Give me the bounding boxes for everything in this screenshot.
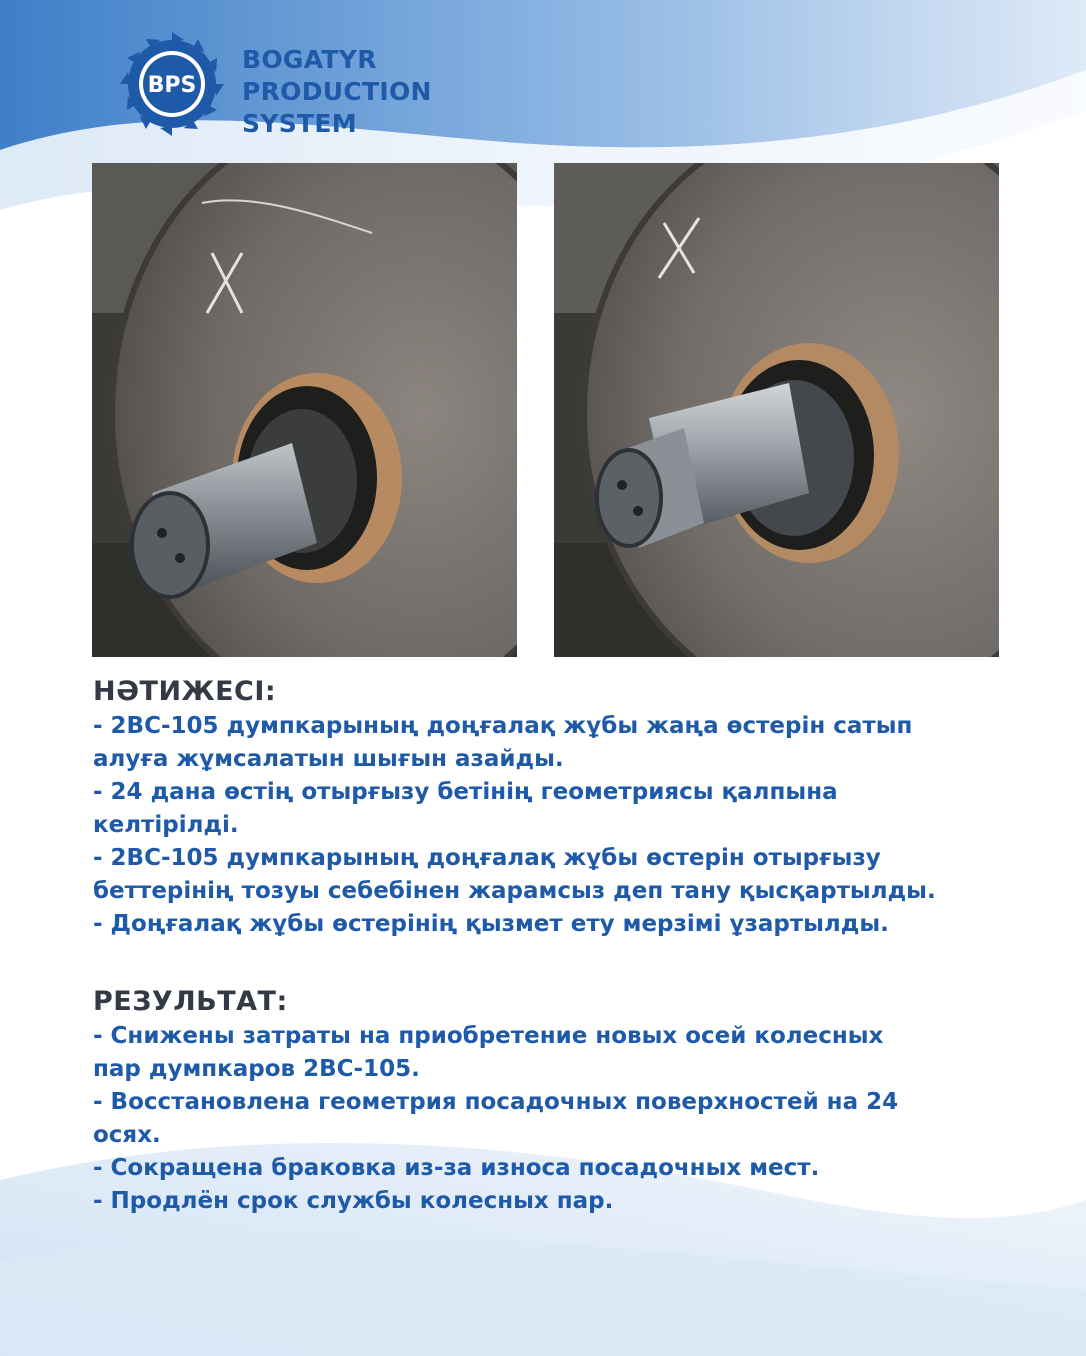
brand-logo	[118, 30, 458, 145]
result-line: - Доңғалақ жұбы өстерінің қызмет ету мерзімі ұзартылды.	[93, 911, 889, 937]
result-line: - 2ВС-105 думпкарының доңғалақ жұбы жаңа өстерін сатып	[93, 713, 913, 739]
wheel-axle-photo-before	[92, 163, 517, 657]
result-line: - Продлён срок службы колесных пар.	[93, 1188, 614, 1214]
brand-name-line-1: BOGATYR	[242, 45, 377, 74]
result-line: пар думпкаров 2ВС-105.	[93, 1056, 420, 1082]
logo-letters: BPS	[147, 73, 197, 98]
saw-gear-icon	[118, 30, 226, 138]
result-line: - Снижены затраты на приобретение новых осей колесных	[93, 1023, 884, 1049]
result-line: - 24 дана өстің отырғызу бетінің геометриясы қалпына	[93, 779, 838, 805]
wheel-axle-photo-after	[554, 163, 999, 657]
result-line: - Восстановлена геометрия посадочных поверхностей на 24	[93, 1089, 899, 1115]
brand-name	[242, 44, 432, 140]
result-line: - Сокращена браковка из-за износа посадочных мест.	[93, 1155, 820, 1181]
photo-before	[92, 163, 517, 657]
photo-after	[554, 163, 999, 657]
results-list-kz	[93, 710, 1013, 941]
brand-name-line-2: PRODUCTION	[242, 77, 432, 106]
result-line: келтірілді.	[93, 812, 239, 838]
result-line: беттерінің тозуы себебінен жарамсыз деп тану қысқартылды.	[93, 878, 936, 904]
results-heading-kz: НӘТИЖЕСІ:	[93, 676, 277, 707]
results-list-ru	[93, 1020, 1013, 1218]
results-section-kz	[93, 674, 1013, 941]
result-line: осях.	[93, 1122, 161, 1148]
brand-name-line-3: SYSTEM	[242, 109, 357, 138]
results-heading-ru: РЕЗУЛЬТАТ:	[93, 986, 288, 1017]
result-line: алуға жұмсалатын шығын азайды.	[93, 746, 564, 772]
results-section-ru	[93, 984, 1013, 1218]
result-line: - 2ВС-105 думпкарының доңғалақ жұбы өстерін отырғызу	[93, 845, 881, 871]
